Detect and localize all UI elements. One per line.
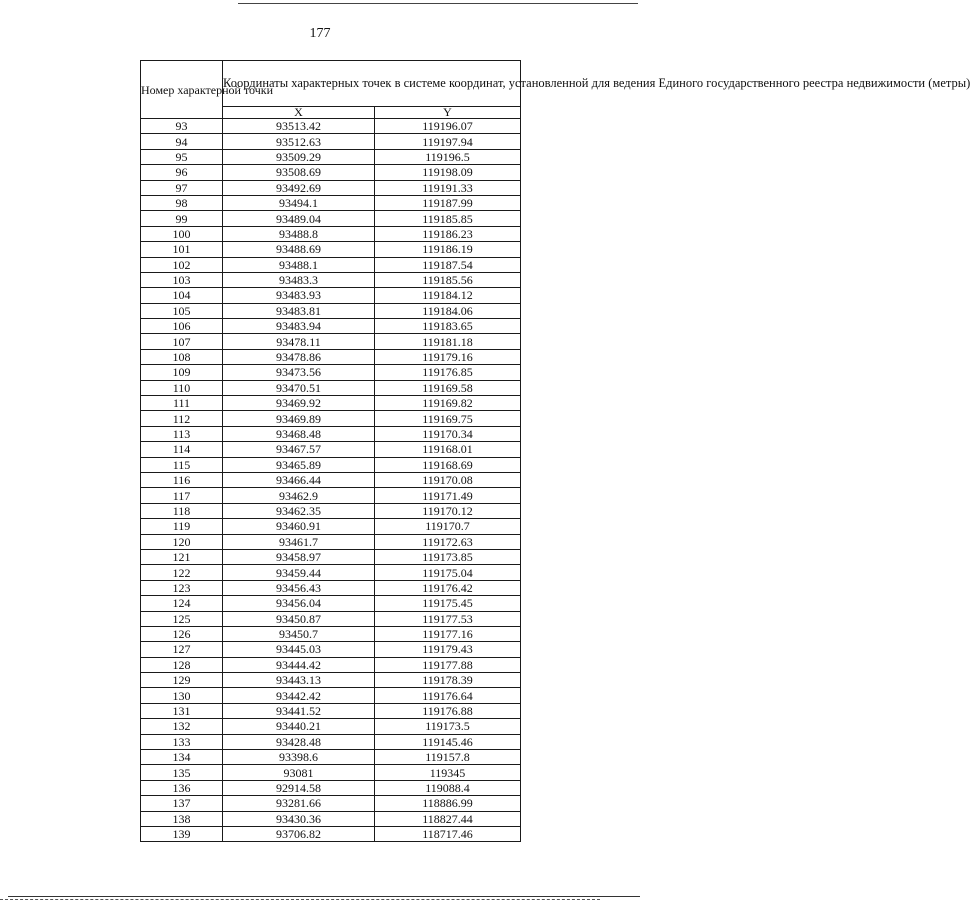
- x-coordinate-cell: 93706.82: [223, 826, 375, 841]
- table-row: [141, 596, 521, 611]
- x-coordinate-cell: 93450.87: [223, 611, 375, 626]
- y-coordinate-cell: 119179.43: [375, 642, 521, 657]
- point-number-cell: 138: [141, 811, 223, 826]
- bottom-rule: [0, 896, 640, 902]
- x-coordinate-cell: 93456.04: [223, 596, 375, 611]
- table-row: [141, 488, 521, 503]
- y-coordinate-cell: 119177.16: [375, 626, 521, 641]
- table-row: [141, 257, 521, 272]
- x-coordinate-cell: 93483.3: [223, 272, 375, 287]
- x-coordinate-cell: 93488.8: [223, 226, 375, 241]
- y-coordinate-cell: 119173.85: [375, 549, 521, 564]
- table-row: [141, 457, 521, 472]
- point-number-cell: 127: [141, 642, 223, 657]
- y-coordinate-cell: 119176.85: [375, 365, 521, 380]
- x-coordinate-cell: 93443.13: [223, 673, 375, 688]
- point-number-cell: 131: [141, 703, 223, 718]
- x-coordinate-cell: 93462.9: [223, 488, 375, 503]
- table-row: [141, 303, 521, 318]
- point-number-cell: 123: [141, 580, 223, 595]
- x-coordinate-cell: 93483.93: [223, 288, 375, 303]
- table-row: [141, 134, 521, 149]
- y-coordinate-cell: 119169.58: [375, 380, 521, 395]
- table-row: [141, 611, 521, 626]
- point-number-cell: 108: [141, 349, 223, 364]
- table-row: [141, 519, 521, 534]
- y-coordinate-cell: 119183.65: [375, 319, 521, 334]
- y-coordinate-cell: 119175.04: [375, 565, 521, 580]
- table-row: [141, 226, 521, 241]
- y-coordinate-cell: 119178.39: [375, 673, 521, 688]
- x-coordinate-cell: 93483.94: [223, 319, 375, 334]
- point-number-cell: 93: [141, 119, 223, 134]
- y-coordinate-cell: 119345: [375, 765, 521, 780]
- x-coordinate-cell: 93470.51: [223, 380, 375, 395]
- table-row: [141, 565, 521, 580]
- point-number-cell: 104: [141, 288, 223, 303]
- y-coordinate-cell: 119179.16: [375, 349, 521, 364]
- x-coordinate-cell: 93467.57: [223, 442, 375, 457]
- y-coordinate-cell: 119177.53: [375, 611, 521, 626]
- table-row: [141, 349, 521, 364]
- x-coordinate-cell: 93458.97: [223, 549, 375, 564]
- y-coordinate-cell: 119172.63: [375, 534, 521, 549]
- point-number-header: Номер характерной точки: [141, 61, 223, 119]
- coordinates-table: [140, 60, 970, 842]
- x-coordinate-cell: 93459.44: [223, 565, 375, 580]
- table-row: [141, 796, 521, 811]
- table-row: [141, 119, 521, 134]
- x-coordinate-cell: 93456.43: [223, 580, 375, 595]
- y-coordinate-cell: 119185.85: [375, 211, 521, 226]
- y-coordinate-cell: 119171.49: [375, 488, 521, 503]
- table-row: [141, 426, 521, 441]
- point-number-cell: 120: [141, 534, 223, 549]
- table-row: [141, 442, 521, 457]
- y-coordinate-cell: 119170.08: [375, 472, 521, 487]
- table-row: [141, 734, 521, 749]
- x-coordinate-cell: 93428.48: [223, 734, 375, 749]
- y-coordinate-cell: 118886.99: [375, 796, 521, 811]
- y-coordinate-cell: 119168.69: [375, 457, 521, 472]
- x-coordinate-cell: 93492.69: [223, 180, 375, 195]
- x-coordinate-cell: 93445.03: [223, 642, 375, 657]
- table-row: [141, 657, 521, 672]
- table-row: [141, 503, 521, 518]
- y-coordinate-cell: 119191.33: [375, 180, 521, 195]
- point-number-cell: 116: [141, 472, 223, 487]
- y-coordinate-cell: 119169.75: [375, 411, 521, 426]
- table-row: [141, 334, 521, 349]
- table-row: [141, 688, 521, 703]
- x-coordinate-cell: 93460.91: [223, 519, 375, 534]
- x-coordinate-cell: 93430.36: [223, 811, 375, 826]
- table-row: [141, 319, 521, 334]
- y-coordinate-cell: 119173.5: [375, 719, 521, 734]
- table-row: [141, 765, 521, 780]
- point-number-cell: 139: [141, 826, 223, 841]
- point-number-cell: 100: [141, 226, 223, 241]
- y-coordinate-cell: 119196.5: [375, 149, 521, 164]
- table-row: [141, 272, 521, 287]
- y-coordinate-cell: 119145.46: [375, 734, 521, 749]
- y-coordinate-cell: 119176.42: [375, 580, 521, 595]
- point-number-cell: 132: [141, 719, 223, 734]
- point-number-cell: 115: [141, 457, 223, 472]
- table-row: [141, 703, 521, 718]
- y-coordinate-cell: 119170.34: [375, 426, 521, 441]
- point-number-cell: 125: [141, 611, 223, 626]
- point-number-cell: 102: [141, 257, 223, 272]
- point-number-cell: 113: [141, 426, 223, 441]
- y-coordinate-cell: 119186.23: [375, 226, 521, 241]
- x-coordinate-cell: 93478.11: [223, 334, 375, 349]
- table-row: [141, 365, 521, 380]
- y-column-header: Y: [375, 107, 521, 119]
- y-coordinate-cell: 119197.94: [375, 134, 521, 149]
- page-number: 177: [309, 26, 331, 41]
- table-row: [141, 165, 521, 180]
- point-number-cell: 111: [141, 396, 223, 411]
- x-coordinate-cell: 93441.52: [223, 703, 375, 718]
- x-coordinate-cell: 93513.42: [223, 119, 375, 134]
- table-row: [141, 195, 521, 210]
- table-row: [141, 673, 521, 688]
- point-number-cell: 97: [141, 180, 223, 195]
- point-number-cell: 106: [141, 319, 223, 334]
- x-coordinate-cell: 93450.7: [223, 626, 375, 641]
- x-coordinate-cell: 93478.86: [223, 349, 375, 364]
- x-coordinate-cell: 93473.56: [223, 365, 375, 380]
- x-coordinate-cell: 93081: [223, 765, 375, 780]
- y-coordinate-cell: 119181.18: [375, 334, 521, 349]
- point-number-cell: 118: [141, 503, 223, 518]
- point-number-cell: 130: [141, 688, 223, 703]
- point-number-cell: 114: [141, 442, 223, 457]
- y-coordinate-cell: 119175.45: [375, 596, 521, 611]
- y-coordinate-cell: 119176.88: [375, 703, 521, 718]
- table-row: [141, 380, 521, 395]
- y-coordinate-cell: 119184.12: [375, 288, 521, 303]
- x-column-header: X: [223, 107, 375, 119]
- table-row: [141, 149, 521, 164]
- point-number-cell: 119: [141, 519, 223, 534]
- table-row: [141, 242, 521, 257]
- x-coordinate-cell: 93508.69: [223, 165, 375, 180]
- y-coordinate-cell: 119187.99: [375, 195, 521, 210]
- table-row: [141, 811, 521, 826]
- point-number-cell: 136: [141, 780, 223, 795]
- point-number-cell: 128: [141, 657, 223, 672]
- y-coordinate-cell: 119177.88: [375, 657, 521, 672]
- x-coordinate-cell: 93489.04: [223, 211, 375, 226]
- table-row: [141, 288, 521, 303]
- point-number-cell: 117: [141, 488, 223, 503]
- point-number-cell: 101: [141, 242, 223, 257]
- point-number-cell: 99: [141, 211, 223, 226]
- point-number-cell: 103: [141, 272, 223, 287]
- point-number-cell: 134: [141, 750, 223, 765]
- x-coordinate-cell: 93461.7: [223, 534, 375, 549]
- x-coordinate-cell: 93468.48: [223, 426, 375, 441]
- point-number-cell: 107: [141, 334, 223, 349]
- x-coordinate-cell: 93488.69: [223, 242, 375, 257]
- y-coordinate-cell: 119186.19: [375, 242, 521, 257]
- y-coordinate-cell: 119157.8: [375, 750, 521, 765]
- x-coordinate-cell: 93512.63: [223, 134, 375, 149]
- table-header: [141, 61, 970, 119]
- table-row: [141, 826, 521, 841]
- table-row: [141, 411, 521, 426]
- x-coordinate-cell: 93281.66: [223, 796, 375, 811]
- point-number-cell: 94: [141, 134, 223, 149]
- x-coordinate-cell: 93444.42: [223, 657, 375, 672]
- point-number-cell: 109: [141, 365, 223, 380]
- point-number-cell: 122: [141, 565, 223, 580]
- x-coordinate-cell: 93483.81: [223, 303, 375, 318]
- point-number-cell: 129: [141, 673, 223, 688]
- table-row: [141, 211, 521, 226]
- y-coordinate-cell: 118717.46: [375, 826, 521, 841]
- x-coordinate-cell: 93398.6: [223, 750, 375, 765]
- y-coordinate-cell: 119168.01: [375, 442, 521, 457]
- y-coordinate-cell: 119169.82: [375, 396, 521, 411]
- x-coordinate-cell: 93440.21: [223, 719, 375, 734]
- y-coordinate-cell: 119198.09: [375, 165, 521, 180]
- point-number-cell: 126: [141, 626, 223, 641]
- x-coordinate-cell: 93442.42: [223, 688, 375, 703]
- x-coordinate-cell: 93488.1: [223, 257, 375, 272]
- table-row: [141, 719, 521, 734]
- x-coordinate-cell: 93469.89: [223, 411, 375, 426]
- point-number-cell: 137: [141, 796, 223, 811]
- point-number-cell: 133: [141, 734, 223, 749]
- y-coordinate-cell: 118827.44: [375, 811, 521, 826]
- table-row: [141, 180, 521, 195]
- x-coordinate-cell: 93469.92: [223, 396, 375, 411]
- y-coordinate-cell: 119184.06: [375, 303, 521, 318]
- y-coordinate-cell: 119185.56: [375, 272, 521, 287]
- table-row: [141, 549, 521, 564]
- x-coordinate-cell: 93466.44: [223, 472, 375, 487]
- x-coordinate-cell: 93465.89: [223, 457, 375, 472]
- point-number-cell: 121: [141, 549, 223, 564]
- point-number-cell: 95: [141, 149, 223, 164]
- x-coordinate-cell: 93462.35: [223, 503, 375, 518]
- y-coordinate-cell: 119196.07: [375, 119, 521, 134]
- point-number-cell: 96: [141, 165, 223, 180]
- point-number-cell: 135: [141, 765, 223, 780]
- x-coordinate-cell: 93494.1: [223, 195, 375, 210]
- point-number-cell: 112: [141, 411, 223, 426]
- x-coordinate-cell: 93509.29: [223, 149, 375, 164]
- y-coordinate-cell: 119176.64: [375, 688, 521, 703]
- table-row: [141, 780, 521, 795]
- y-coordinate-cell: 119170.7: [375, 519, 521, 534]
- point-number-cell: 110: [141, 380, 223, 395]
- point-number-cell: 124: [141, 596, 223, 611]
- table-row: [141, 580, 521, 595]
- table-row: [141, 750, 521, 765]
- y-coordinate-cell: 119088.4: [375, 780, 521, 795]
- coordinates-title-header: Координаты характерных точек в системе координат, установленной для ведения Единого государственного реестра недвижимости (метры): [223, 61, 521, 107]
- y-coordinate-cell: 119170.12: [375, 503, 521, 518]
- x-coordinate-cell: 92914.58: [223, 780, 375, 795]
- table-row: [141, 642, 521, 657]
- table-row: [141, 626, 521, 641]
- table-body: [141, 119, 521, 842]
- table-row: [141, 396, 521, 411]
- point-number-cell: 98: [141, 195, 223, 210]
- y-coordinate-cell: 119187.54: [375, 257, 521, 272]
- top-rule: [238, 3, 638, 4]
- point-number-cell: 105: [141, 303, 223, 318]
- table-row: [141, 534, 521, 549]
- table-row: [141, 472, 521, 487]
